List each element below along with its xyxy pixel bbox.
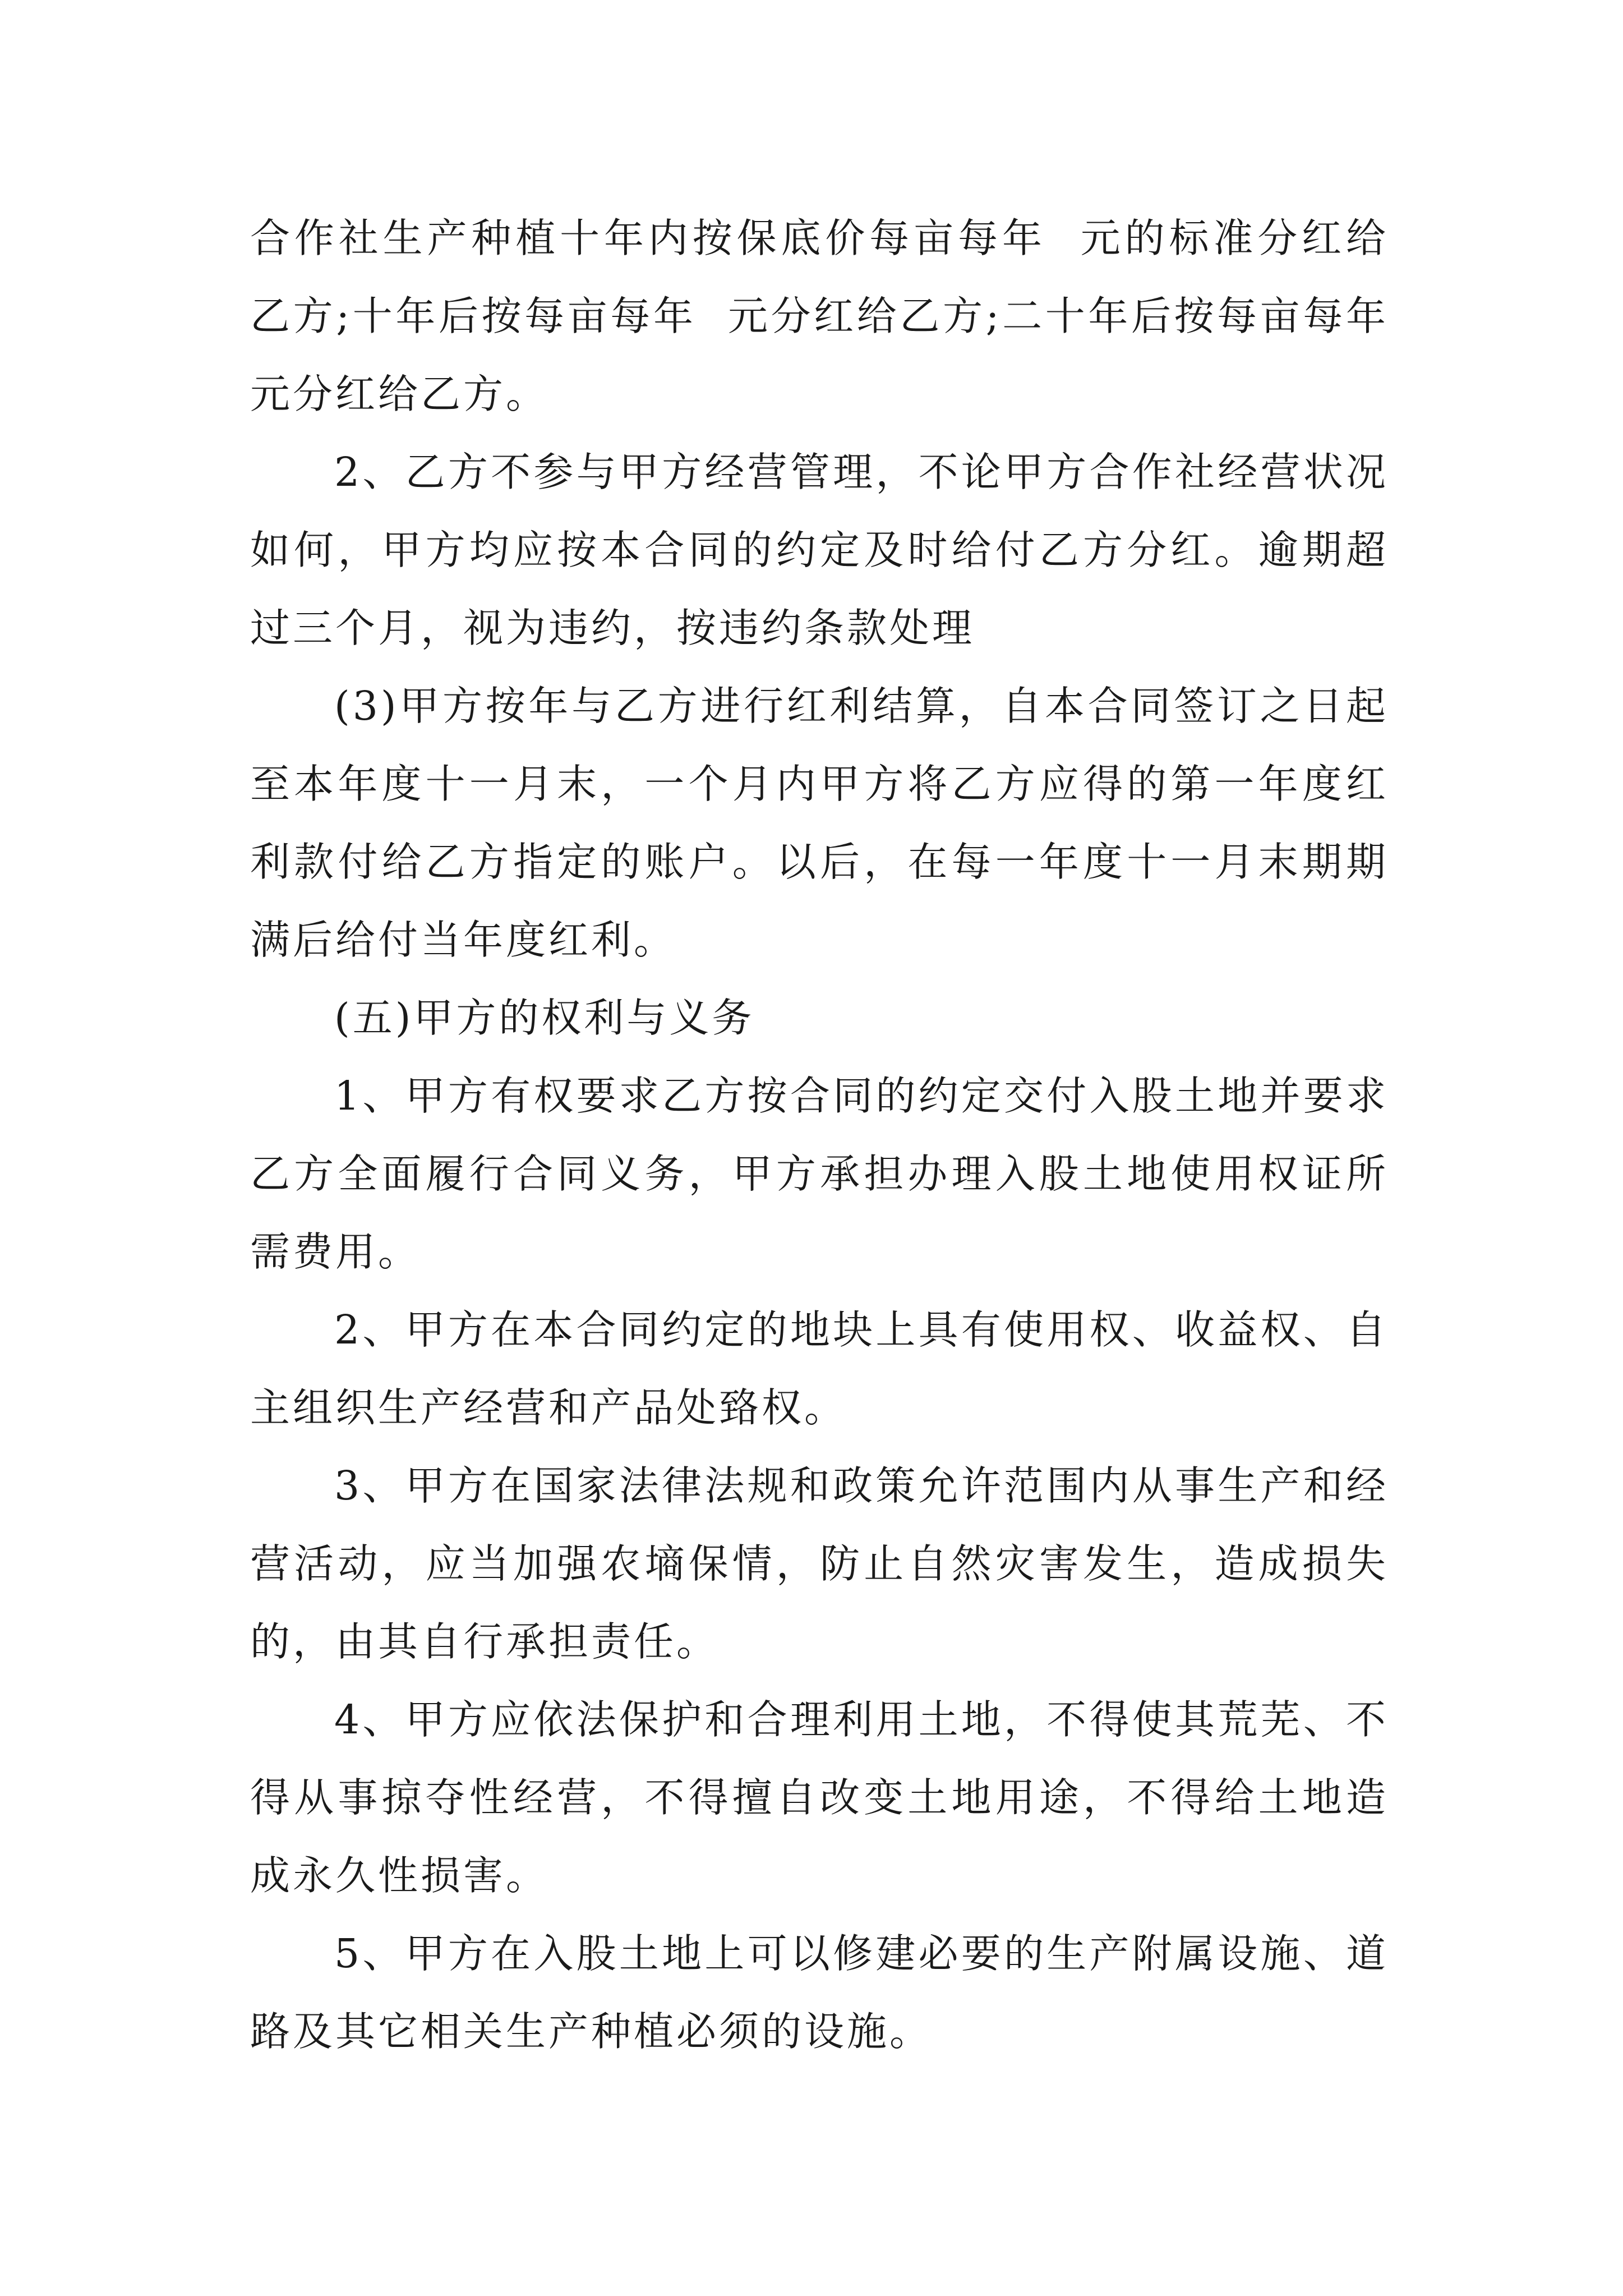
paragraph-rights-3: 3、甲方在国家法律法规和政策允许范围内从事生产和经营活动，应当加强农墒保情，防止自然灾害发生，造成损失的，由其自行承担责任。 (250, 1462, 1389, 1665)
section-heading-party-a-rights: (五)甲方的权利与义务 (334, 995, 755, 1041)
paragraph-rights-1: 1、甲方有权要求乙方按合同的约定交付入股土地并要求乙方全面履行合同义务，甲方承担办理入股土地使用权证所需费用。 (250, 1073, 1389, 1275)
paragraph-rights-4: 4、甲方应依法保护和合理利用土地，不得使其荒芜、不得从事掠夺性经营，不得擅自改变土地用途，不得给土地造成永久性损害。 (250, 1696, 1389, 1899)
document-body (250, 199, 1420, 2070)
paragraph-rights-5: 5、甲方在入股土地上可以修建必要的生产附属设施、道路及其它相关生产种植必须的设施。 (250, 1930, 1389, 2055)
paragraph-clause-2: 2、乙方不参与甲方经营管理，不论甲方合作社经营状况如何，甲方均应按本合同的约定及时给付乙方分红。逾期超过三个月，视为违约，按违约条款处理 (250, 449, 1389, 651)
paragraph-rights-2: 2、甲方在本合同约定的地块上具有使用权、收益权、自主组织生产经营和产品处臵权。 (250, 1306, 1389, 1431)
paragraph-clause-3: (3)甲方按年与乙方进行红利结算，自本合同签订之日起至本年度十一月末，一个月内甲方将乙方应得的第一年度红利款付给乙方指定的账户。以后，在每一年度十一月末期期满后给付当年度红利。 (250, 683, 1389, 963)
paragraph-dividend-standard: 合作社生产种植十年内按保底价每亩每年 元的标准分红给乙方;十年后按每亩每年 元分红给乙方;二十年后按每亩每年 元分红给乙方。 (250, 215, 1420, 417)
